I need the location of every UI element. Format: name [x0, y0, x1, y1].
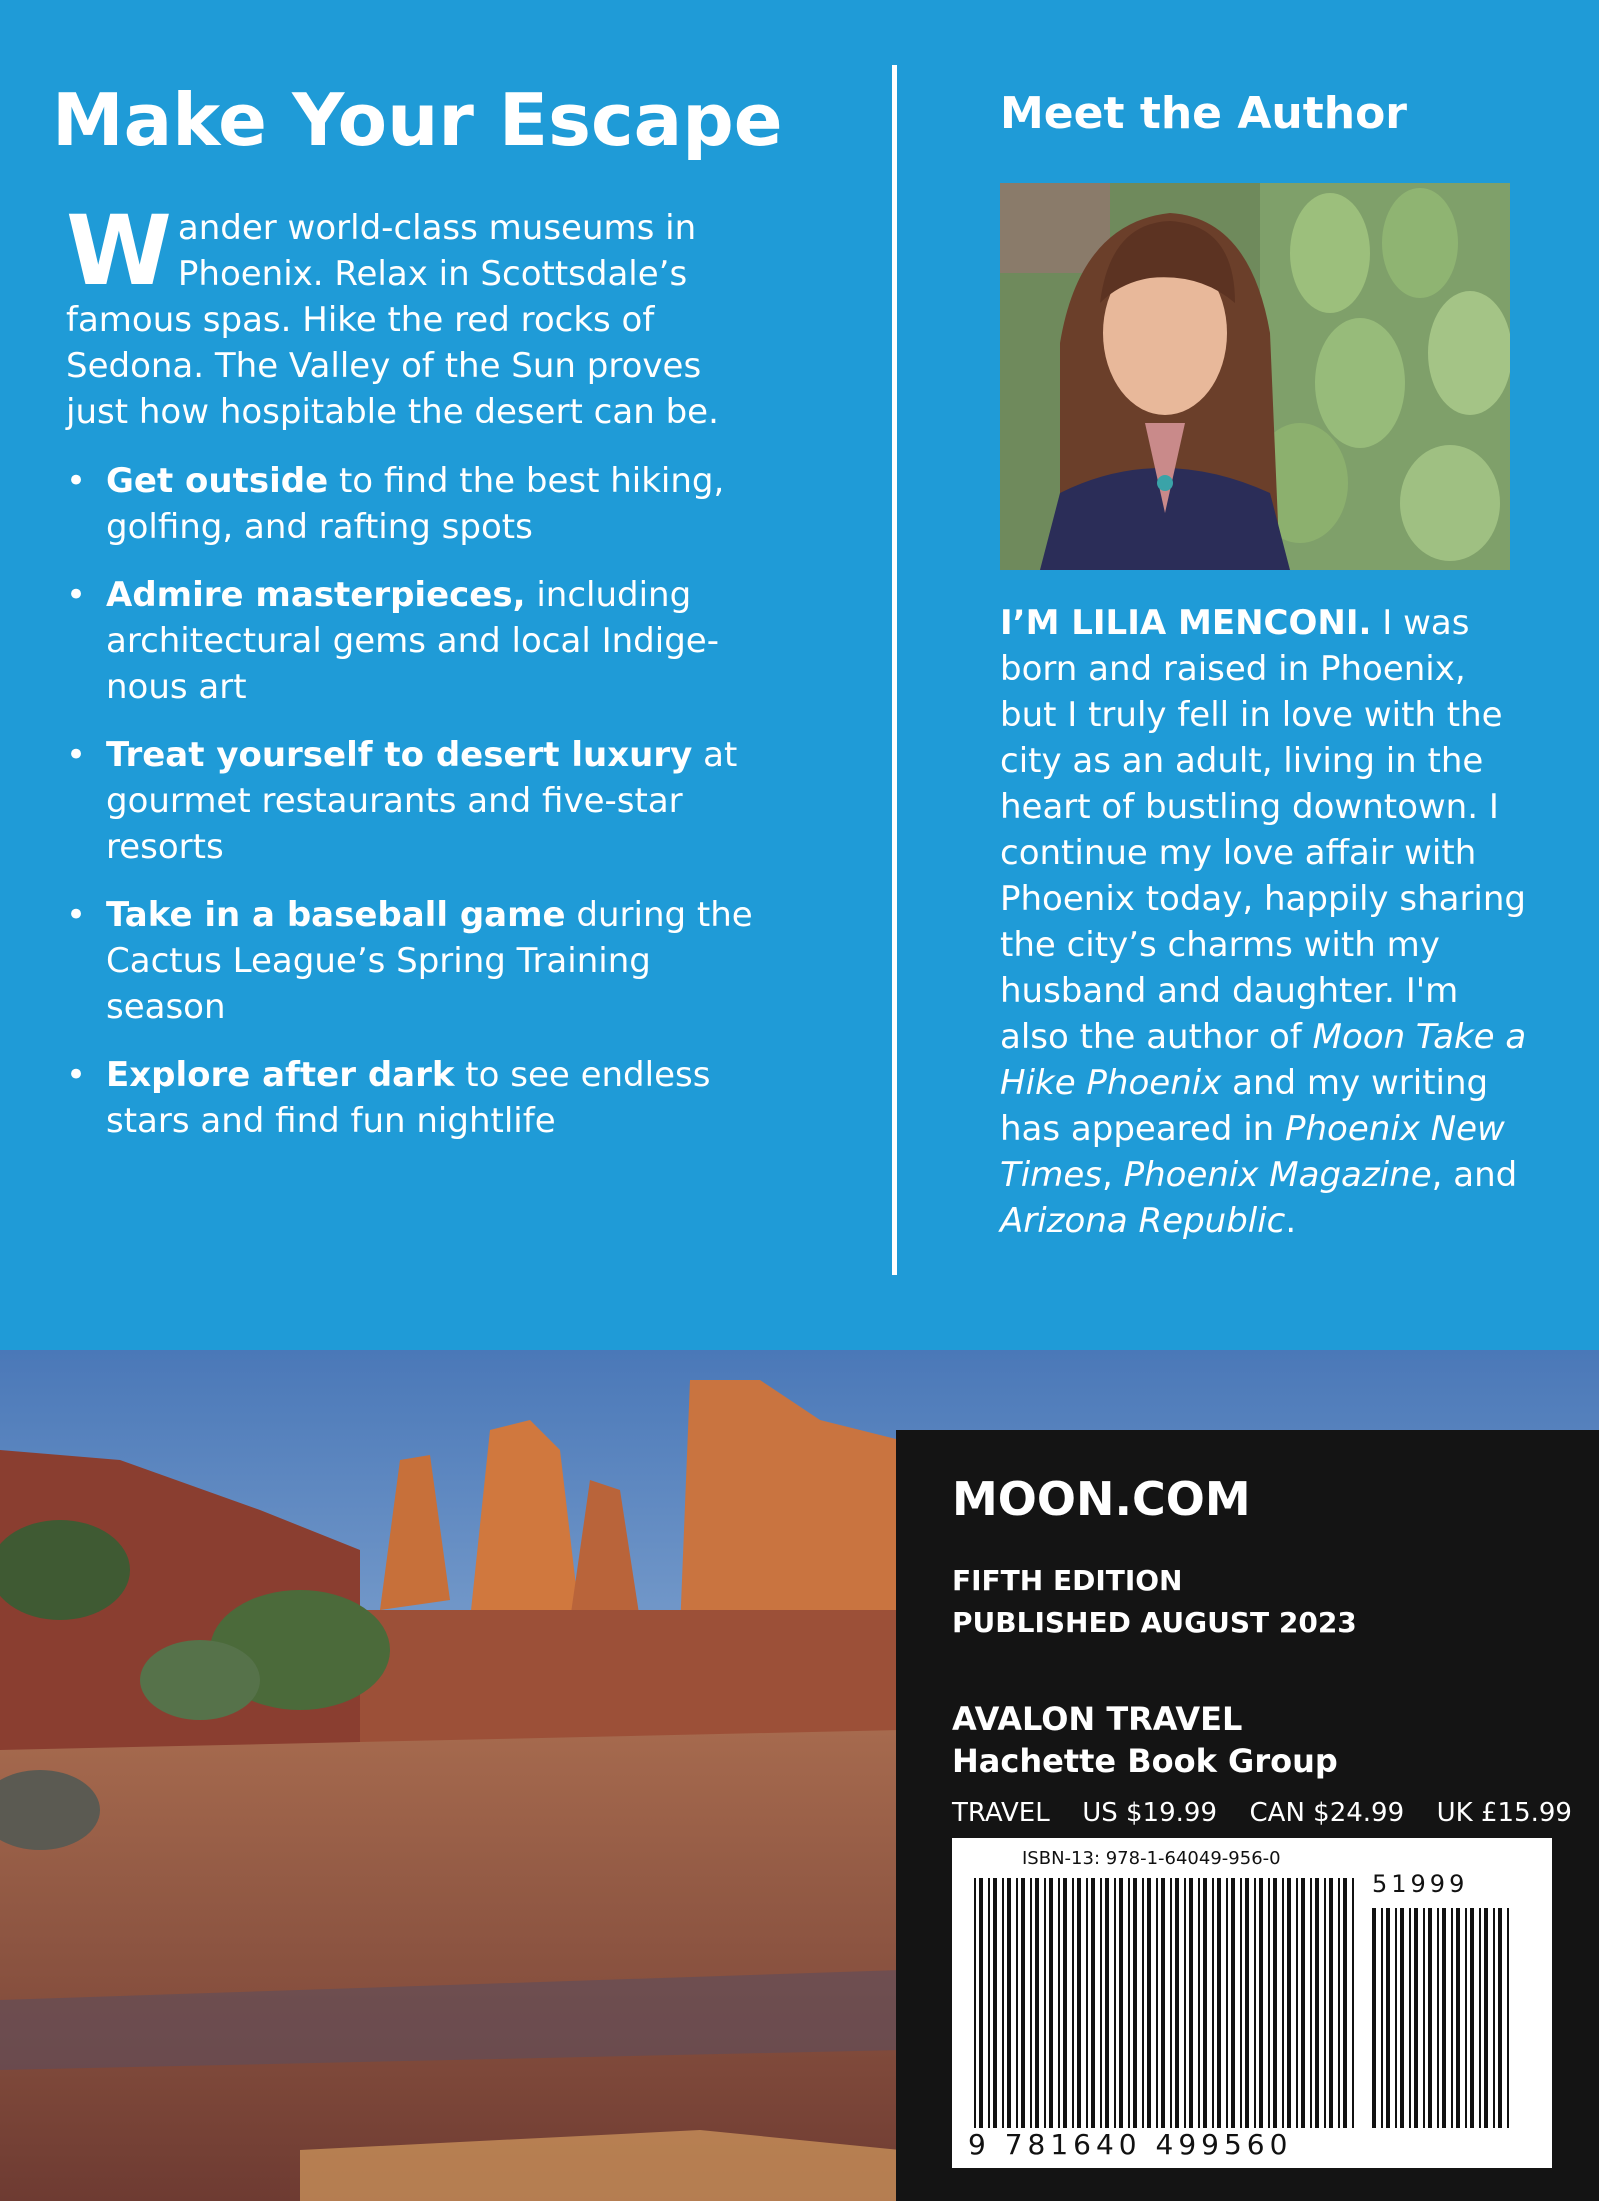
barcode-bar [1245, 1878, 1249, 2128]
edition-info [952, 1560, 1357, 1644]
barcode-bar [1479, 1908, 1481, 2128]
list-item-bold: Explore after dark [106, 1055, 455, 1095]
barcode-bar [1128, 1878, 1130, 2128]
barcode-bar [1484, 1908, 1488, 2128]
list-item [66, 892, 776, 1030]
barcode-bar [1437, 1908, 1439, 2128]
barcode-bar [1254, 1878, 1256, 2128]
price-us: US $19.99 [1082, 1798, 1217, 1828]
barcode-bar [1049, 1878, 1053, 2128]
barcode-bar [1175, 1878, 1179, 2128]
publisher-info [952, 1698, 1338, 1782]
list-item-bold: Take in a baseball game [106, 895, 566, 935]
intro-paragraph [66, 195, 766, 435]
barcode-bar [1301, 1878, 1305, 2128]
publisher-name: AVALON TRAVEL [952, 1700, 1243, 1738]
list-item-bold: Get outside [106, 461, 329, 501]
barcode-bar [1507, 1908, 1509, 2128]
barcode-bar [1142, 1878, 1144, 2128]
list-item [66, 1052, 776, 1144]
barcode-bar [1315, 1878, 1319, 2128]
list-item-text: to find the best hiking, golfing, and rafting spots [106, 461, 725, 547]
barcode-bar [1002, 1878, 1004, 2128]
barcode-bar [1493, 1908, 1495, 2128]
addon-barcode-bars [1372, 1908, 1522, 2128]
publisher-group: Hachette Book Group [952, 1742, 1338, 1780]
barcode-bar [1442, 1908, 1446, 2128]
barcode-bar [1386, 1908, 1390, 2128]
barcode-bar [1352, 1878, 1354, 2128]
barcode-bar [1428, 1908, 1432, 2128]
edition-label: FIFTH EDITION [952, 1564, 1183, 1597]
barcode-bar [979, 1878, 983, 2128]
author-bio [1000, 600, 1530, 1244]
barcode-bar [1161, 1878, 1165, 2128]
list-item-bold: Admire masterpieces, [106, 575, 526, 615]
barcode-bar [1451, 1908, 1453, 2128]
barcode-bar [1133, 1878, 1137, 2128]
barcode-bar [1063, 1878, 1067, 2128]
barcode-bar [1091, 1878, 1095, 2128]
barcode-bar [1282, 1878, 1284, 2128]
highlights-list [66, 458, 776, 1166]
barcode-bar [1021, 1878, 1025, 2128]
barcode-bar [1044, 1878, 1046, 2128]
barcode-bar [1259, 1878, 1263, 2128]
addon-number: 51999 [1372, 1870, 1469, 1898]
barcode-bar [1007, 1878, 1011, 2128]
list-item-text: at gourmet restaurants and five-star resorts [106, 735, 738, 867]
barcode-bar [1114, 1878, 1116, 2128]
author-photo [1000, 183, 1510, 570]
list-item [66, 732, 776, 870]
barcode-bar [1273, 1878, 1277, 2128]
barcode-bar [1268, 1878, 1270, 2128]
bio-text: , and [1431, 1155, 1518, 1195]
barcode-bar [1198, 1878, 1200, 2128]
author-name: I’M LILIA MENCONI. [1000, 603, 1372, 643]
publication-name: Phoenix Magazine [1123, 1155, 1432, 1195]
category-label: TRAVEL [952, 1798, 1050, 1828]
barcode-bar [1423, 1908, 1425, 2128]
author-heading: Meet the Author [1000, 88, 1407, 139]
publication-name: Arizona Republic [1000, 1201, 1286, 1241]
barcode-bar [1035, 1878, 1039, 2128]
barcode-bar [1156, 1878, 1158, 2128]
isbn-label: ISBN-13: 978-1-64049-956-0 [1022, 1848, 1281, 1869]
barcode-bar [1296, 1878, 1298, 2128]
barcode-bar [993, 1878, 997, 2128]
barcode-bar [1086, 1878, 1088, 2128]
publish-date: PUBLISHED AUGUST 2023 [952, 1606, 1357, 1639]
barcode-bar [1324, 1878, 1326, 2128]
barcode-bar [1465, 1908, 1467, 2128]
barcode-bar [1147, 1878, 1151, 2128]
barcode-bar [988, 1878, 990, 2128]
barcode-bar [974, 1878, 976, 2128]
barcode-bar [1409, 1908, 1411, 2128]
info-panel [896, 1430, 1599, 2201]
price-can: CAN $24.99 [1249, 1798, 1405, 1828]
barcode-bar [1414, 1908, 1418, 2128]
barcode-bar [1105, 1878, 1109, 2128]
barcode-bar [1343, 1878, 1347, 2128]
book-title: Moon Take a Hike Phoenix [1000, 1017, 1527, 1103]
barcode-bar [1077, 1878, 1081, 2128]
barcode-bar [1456, 1908, 1460, 2128]
drop-cap: W [66, 195, 172, 307]
barcode-bar [1329, 1878, 1333, 2128]
barcode-bar [1240, 1878, 1242, 2128]
bio-text: I was born and raised in Phoenix, but I truly fell in love with the city as an adult, living in the heart of bustling downtown. I continue my love affair with Phoenix today, happily sharing the city’s charms with my husband and daughter. I'm also the author of [1000, 603, 1527, 1057]
bio-text: and my writing has appeared in [1000, 1063, 1489, 1149]
barcode-bar [1016, 1878, 1018, 2128]
barcode-bar [1212, 1878, 1214, 2128]
barcode-bar [1310, 1878, 1312, 2128]
barcode-bar [1498, 1908, 1502, 2128]
list-item-text: during the Cactus League’s Spring Training season [106, 895, 753, 1027]
pricing-row [952, 1798, 1572, 1828]
list-item [66, 572, 776, 710]
list-item [66, 458, 776, 550]
barcode-bar [1072, 1878, 1074, 2128]
price-uk: UK £15.99 [1436, 1798, 1572, 1828]
barcode-bar [1231, 1878, 1235, 2128]
barcode-bar [1226, 1878, 1228, 2128]
barcode-bar [1395, 1908, 1397, 2128]
barcode-bar [1100, 1878, 1102, 2128]
list-item-bold: Treat yourself to desert luxury [106, 735, 693, 775]
publication-name: Phoenix New Times [1000, 1109, 1505, 1195]
column-divider [892, 65, 897, 1275]
barcode-bar [1030, 1878, 1032, 2128]
barcode-bars [974, 1878, 1354, 2128]
list-item-text: including architectural gems and local Indige-nous art [106, 575, 719, 707]
barcode-bar [1338, 1878, 1340, 2128]
website-label: MOON.COM [952, 1472, 1251, 1526]
barcode-bar [1170, 1878, 1172, 2128]
barcode [952, 1838, 1552, 2168]
list-item-text: to see endless stars and find fun nightlife [106, 1055, 711, 1141]
bio-text: , [1101, 1155, 1124, 1195]
barcode-bar [1400, 1908, 1404, 2128]
bio-text: . [1285, 1201, 1297, 1241]
barcode-bar [1189, 1878, 1193, 2128]
barcode-number: 9 781640 499560 [968, 2128, 1293, 2161]
barcode-bar [1381, 1908, 1383, 2128]
intro-text: ander world-class museums in Phoenix. Relax in Scottsdale’s famous spas. Hike the red rocks of Sedona. The Valley of the Sun proves just how hospitable the desert can be. [66, 208, 719, 432]
barcode-bar [1217, 1878, 1221, 2128]
barcode-bar [1184, 1878, 1186, 2128]
page-title: Make Your Escape [52, 78, 783, 162]
barcode-bar [1372, 1908, 1376, 2128]
barcode-bar [1058, 1878, 1060, 2128]
barcode-bar [1470, 1908, 1474, 2128]
barcode-bar [1203, 1878, 1207, 2128]
barcode-bar [1119, 1878, 1123, 2128]
barcode-bar [1287, 1878, 1291, 2128]
